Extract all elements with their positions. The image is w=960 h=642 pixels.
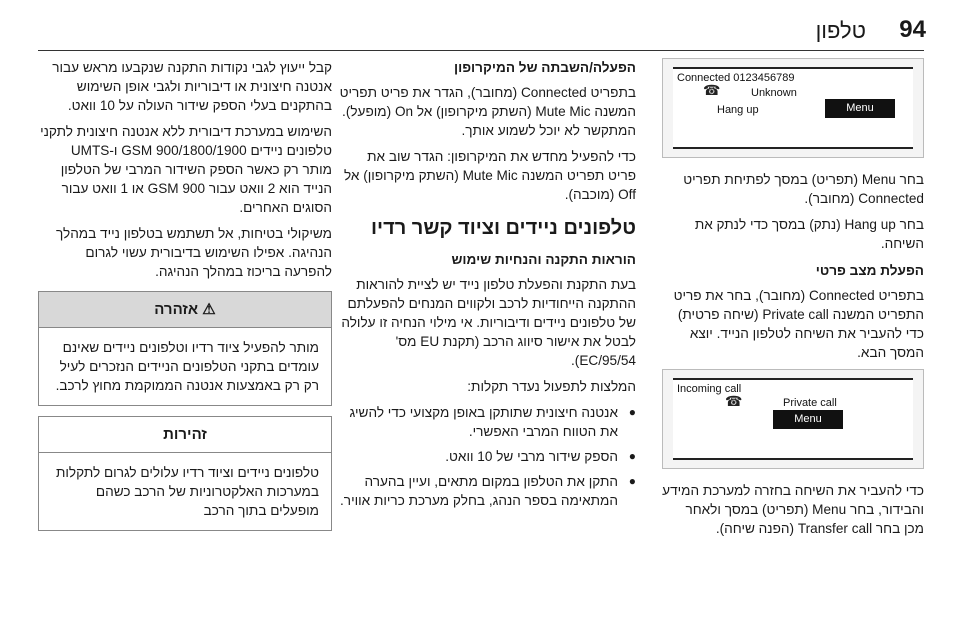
bullet-antenna: ● אנטנה חיצונית שתותקן באופן מקצועי כדי להשיג את הטווח המרבי האפשרי. xyxy=(336,403,636,441)
warning-triangle-icon: ⚠ xyxy=(202,301,216,318)
para-private: בתפריט Connected (מחובר), בחר את פריט התפריט המשנה Private call (שיחה פרטית) כדי להעביר את השיחה לטלפון הנייד. יוצא המסך הבא. xyxy=(673,288,924,360)
screen2-line1: Incoming call xyxy=(677,383,742,395)
para-safety: משיקולי בטיחות, אל תשתמש בטלפון נייד במהלך הנהיגה. אפילו השימוש בדיבורית עשוי לגרום להפרעה בריכוז במהלך הנהיגה. xyxy=(56,226,332,279)
screen-incoming xyxy=(662,369,924,469)
screen2-line2: Private call xyxy=(783,397,837,409)
warning-box xyxy=(38,291,332,406)
para-gsm: השימוש במערכת דיבורית ללא אנטנה חיצונית לתקני טלפונים ניידים GSM 900/1800/1900 ו-UMTS מותר רק כאשר הספק השידור המרבי של הטלפון הנייד הוא 2 וואט עבור GSM 900 או 1 וואט עבור הסוגים האחרים. xyxy=(40,124,332,215)
bullet-power: ● הספק שידור מרבי של 10 וואט. xyxy=(336,447,636,466)
hangup-label[interactable]: Hang up xyxy=(717,104,759,116)
screen-connected xyxy=(662,58,924,158)
menu-button[interactable]: Menu xyxy=(773,410,843,429)
page-title: טלפון xyxy=(815,18,866,43)
heading-private-mode: הפעלת מצב פרטי xyxy=(815,263,924,278)
menu-button[interactable]: Menu xyxy=(825,99,895,118)
para-consult: קבל ייעוץ לגבי נקודות התקנה שנקבעו מראש עבור אנטנה חיצונית או דיבוריות ולגבי אופן השימוש בהתקנים בעלי הספק שידור העולה על 10 וואט. xyxy=(52,60,332,113)
heading-radio: טלפונים ניידים וציוד קשר רדיו xyxy=(371,217,636,239)
warning-body: מותר להפעיל ציוד רדיו וטלפונים ניידים שאינם עומדים בתקני הטלפונים הניידים הנזכרים לעיל רק רק באמצעות אנטנה הממוקמת מחוץ לרכב. xyxy=(55,340,319,393)
phone-icon: ☎ xyxy=(703,82,721,98)
para-install: בעת התקנת והפעלת טלפון נייד יש לציית להוראות ההתקנה הייחודיות לרכב ולקווים המנחים להפעלתם של טלפונים ניידים ודיבוריות. אי מילוי הנחיה זו עלולה לבטל את אישור סיווג הרכב (תקנת EU מס' EC/95/54). xyxy=(341,277,636,368)
phone-icon: ☎ xyxy=(725,393,743,409)
page-header xyxy=(0,0,960,48)
para-transfer: כדי להעביר את השיחה בחזרה למערכת המידע והבידור, בחר Menu (תפריט) במסך ולאחר מכן בחר Transfer call (הפנה שיחה). xyxy=(662,483,924,536)
caution-body: טלפונים ניידים וציוד רדיו עלולים לגרום לתקלות במערכות האלקטרוניות של הרכב כשהם מופעלים בתוך הרכב xyxy=(55,465,319,518)
heading-install: הוראות התקנה והנחיות שימוש xyxy=(451,252,636,267)
bullet-placement: ● התקן את הטלפון במקום מתאים, ועיין בהערה המתאימה בספר הנהג, בחלק מערכת כריות אוויר. xyxy=(336,472,636,510)
caution-box xyxy=(38,416,332,531)
screen-line2: Unknown xyxy=(751,87,797,99)
header-divider xyxy=(38,50,924,51)
warning-title: אזהרה xyxy=(154,301,199,318)
para-mute-off: כדי להפעיל מחדש את המיקרופון: הגדר שוב את פריט תפריט המשנה Mute Mic (השתק מיקרופון) אל Off (מוכבה). xyxy=(344,149,636,202)
para-menu: בחר Menu (תפריט) במסך לפתיחת תפריט Connected (מחובר). xyxy=(683,172,924,206)
heading-mic: הפעלה/השבתה של המיקרופון xyxy=(453,60,636,75)
column-left xyxy=(38,58,332,531)
para-recommend: המלצות לתפעול נעדר תקלות: xyxy=(467,379,636,394)
screen-line1: Connected 0123456789 xyxy=(677,72,795,84)
caution-title: זהירות xyxy=(39,417,331,453)
column-right xyxy=(662,58,924,545)
para-hangup: בחר Hang up (נתק) במסך כדי לנתק את השיחה. xyxy=(694,217,924,251)
page-number: 94 xyxy=(899,16,926,43)
warning-header xyxy=(39,292,331,328)
column-middle xyxy=(336,58,636,516)
para-mute-on: בתפריט Connected (מחובר), הגדר את פריט תפריט המשנה Mute Mic (השתק מיקרופון) אל On (מופעל). המתקשר לא יוכל לשמוע אותך. xyxy=(339,85,636,138)
